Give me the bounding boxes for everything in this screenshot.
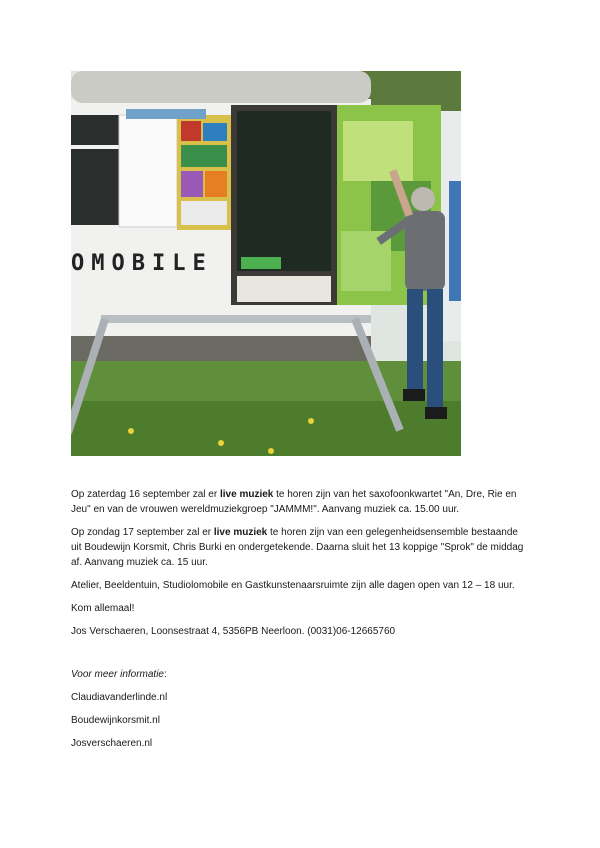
paragraph-invitation: Kom allemaal! bbox=[71, 603, 135, 614]
live-music-emphasis: live muziek bbox=[213, 527, 268, 538]
link-claudiavanderlinde[interactable]: Claudiavanderlinde.nl bbox=[71, 692, 168, 703]
paragraph-opening-hours: Atelier, Beeldentuin, Studiolomobile en Gastkunstenaarsruimte zijn alle dagen open van 12 – 18 uur. bbox=[71, 580, 515, 591]
studiolomobile-photo bbox=[71, 71, 461, 456]
more-info-heading: Voor meer informatie: bbox=[71, 669, 167, 680]
link-josverschaeren[interactable]: Josverschaeren.nl bbox=[71, 738, 153, 749]
event-text bbox=[71, 487, 531, 759]
trailer-lettering: OMOBILE bbox=[71, 251, 213, 276]
paragraph-sunday: Op zondag 17 september zal er live muziek te horen zijn van een gelegenheidsensemble bestaande uit Boudewijn Korsmit, Chris Burki en ondergetekende. Daarna sluit het 13 koppige "Sprok" de middag af. Aanvang muziek ca. 15 uur. bbox=[71, 527, 524, 568]
paragraph-contact: Jos Verschaeren, Loonsestraat 4, 5356PB Neerloon. (0031)06-12665760 bbox=[71, 626, 396, 637]
live-music-emphasis: live muziek bbox=[219, 489, 274, 500]
paragraph-saturday: Op zaterdag 16 september zal er live muziek te horen zijn van het saxofoonkwartet "An, Dre, Rie en Jeu" en van de vrouwen wereldmuziekgroep "JAMMM!". Aanvang muziek ca. 15.00 uur. bbox=[71, 489, 517, 515]
link-boudewijnkorsmit[interactable]: Boudewijnkorsmit.nl bbox=[71, 715, 160, 726]
